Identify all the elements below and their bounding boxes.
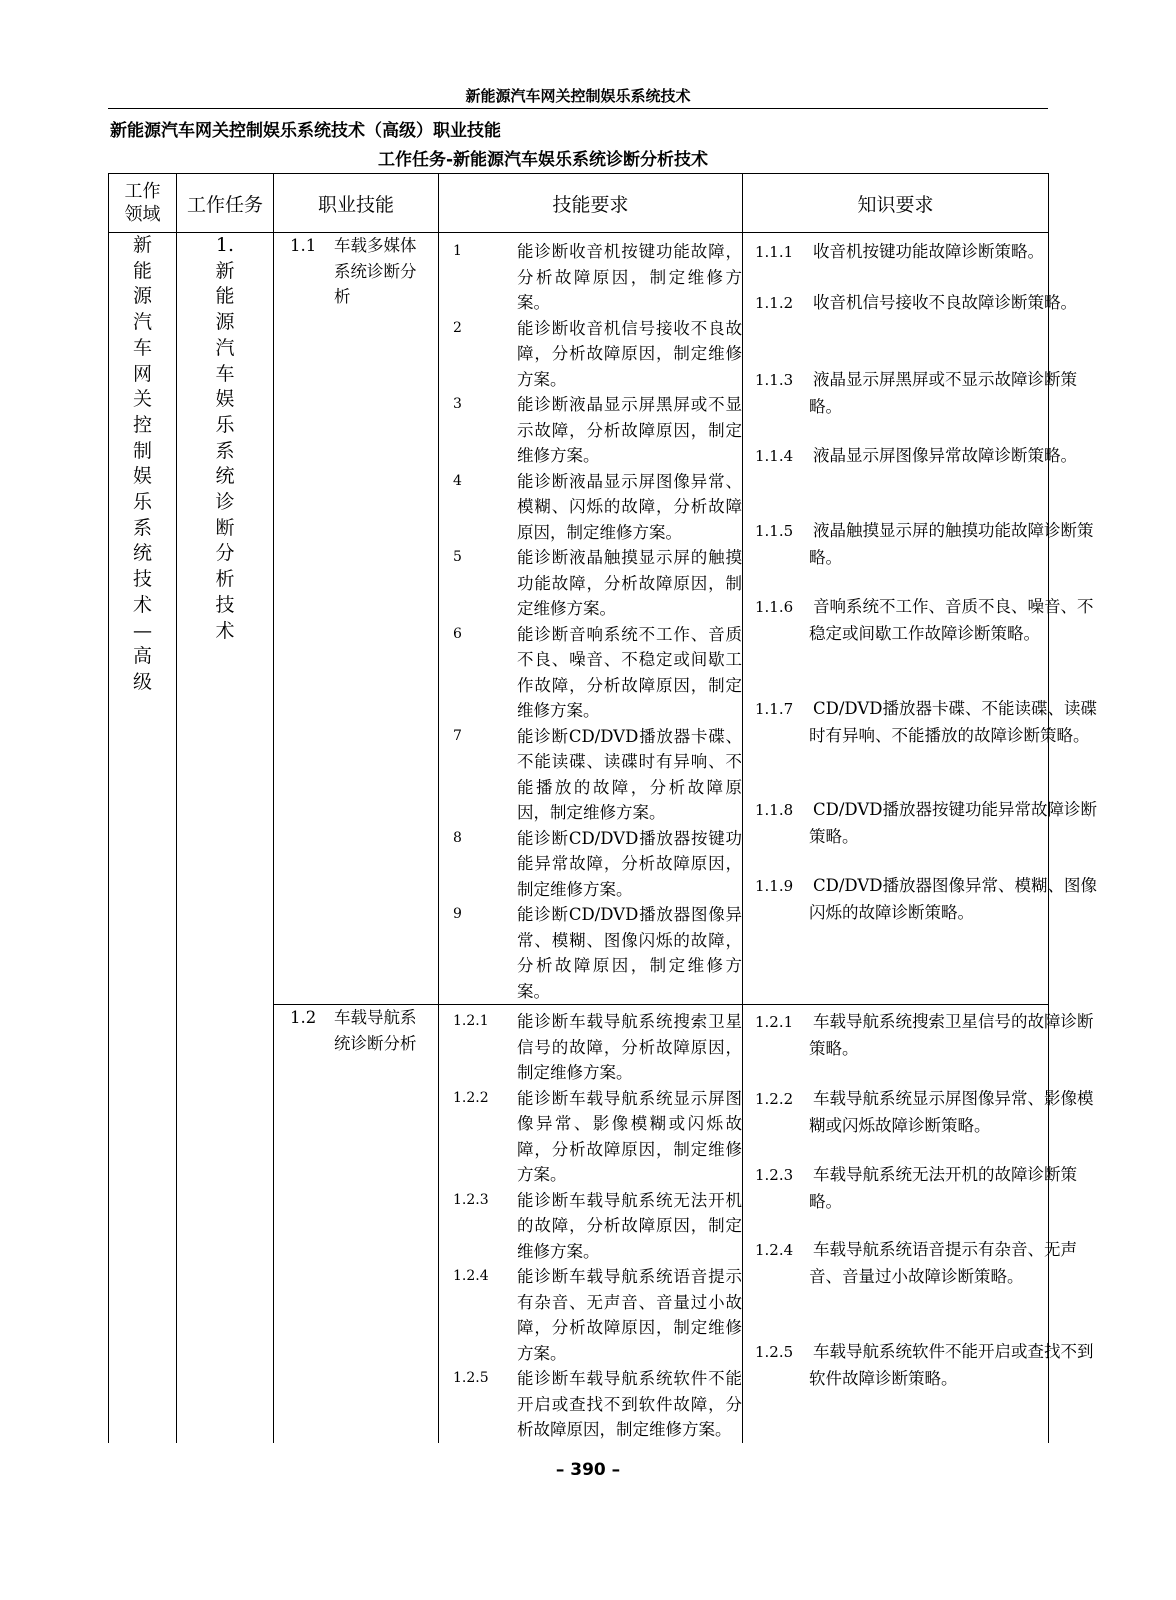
skill-requirement-item: [439, 1086, 742, 1188]
work-domain-cell: [109, 233, 177, 1443]
knowledge-item: [755, 873, 1099, 925]
requirement-number: 1: [453, 243, 462, 259]
skill-requirement-item: [439, 902, 742, 1004]
work-task-cell: [177, 233, 274, 1443]
knowledge-text: CD/DVD播放器卡碟、不能读碟、读碟时有异响、不能播放的故障诊断策略。: [809, 699, 1097, 745]
requirements-cell-1-2: [439, 1005, 743, 1443]
requirement-text: 能诊断液晶显示屏黑屏或不显示故障，分析故障原因，制定维修方案。: [517, 395, 742, 465]
knowledge-item: [755, 518, 1099, 570]
requirement-number: 9: [453, 906, 462, 922]
skill-requirement-item: [439, 1264, 742, 1366]
knowledge-text: 车载导航系统无法开机的故障诊断策略。: [809, 1165, 1077, 1211]
skill-requirement-item: [439, 545, 742, 622]
knowledge-number: 1.1.2: [755, 294, 794, 312]
requirement-text: 能诊断CD/DVD播放器按键功能异常故障，分析故障原因，制定维修方案。: [517, 828, 742, 899]
header-rule: [108, 108, 1048, 109]
skill-cell-1-2: [274, 1005, 439, 1443]
knowledge-item: [755, 1162, 1099, 1214]
knowledge-number: 1.2.4: [755, 1241, 794, 1259]
knowledge-text: 收音机按键功能故障诊断策略。: [813, 242, 1044, 261]
knowledge-number: 1.1.7: [755, 700, 794, 718]
requirements-cell-1-1: [439, 233, 743, 1005]
knowledge-text: 车载导航系统软件不能开启或查找不到软件故障诊断策略。: [809, 1342, 1094, 1388]
knowledge-text: 车载导航系统搜索卫星信号的故障诊断策略。: [809, 1012, 1094, 1058]
knowledge-number: 1.1.3: [755, 371, 794, 389]
knowledge-item: [755, 1339, 1099, 1391]
header-skill-requirement: 技能要求: [439, 174, 743, 233]
table-header-row: [109, 174, 1049, 233]
knowledge-text: CD/DVD播放器按键功能异常故障诊断策略。: [809, 800, 1097, 846]
knowledge-number: 1.1.1: [755, 243, 794, 261]
requirement-number: 1.2.5: [453, 1370, 489, 1386]
knowledge-item: [755, 443, 1099, 470]
header-knowledge-requirement: 知识要求: [743, 174, 1049, 233]
knowledge-number: 1.2.1: [755, 1013, 794, 1031]
knowledge-item: [755, 797, 1099, 849]
knowledge-number: 1.1.9: [755, 877, 794, 895]
knowledge-item: [755, 696, 1099, 748]
requirement-number: 6: [453, 625, 462, 642]
knowledge-text: 液晶显示屏图像异常故障诊断策略。: [813, 446, 1077, 465]
knowledge-number: 1.2.2: [755, 1090, 794, 1108]
skill-requirement-item: [439, 1366, 742, 1443]
requirement-text: 能诊断车载导航系统无法开机的故障，分析故障原因，制定维修方案。: [517, 1190, 742, 1261]
knowledge-item: [755, 1237, 1099, 1289]
skill-cell-1-1: [274, 233, 439, 1005]
skill-number: 1.2: [290, 1008, 317, 1027]
document-subtitle: 工作任务-新能源汽车娱乐系统诊断分析技术: [378, 150, 709, 170]
knowledge-text: 车载导航系统显示屏图像异常、影像模糊或闪烁故障诊断策略。: [809, 1089, 1094, 1135]
knowledge-text: 音响系统不工作、音质不良、噪音、不稳定或间歇工作故障诊断策略。: [809, 597, 1094, 643]
requirement-text: 能诊断收音机信号接收不良故障，分析故障原因，制定维修方案。: [517, 318, 742, 389]
requirement-text: 能诊断液晶显示屏图像异常、模糊、闪烁的故障，分析故障原因，制定维修方案。: [517, 471, 742, 542]
requirement-text: 能诊断收音机按键功能故障，分析故障原因，制定维修方案。: [517, 242, 742, 312]
skills-table: [108, 173, 1097, 1443]
work-domain-text: 新能源汽车网关控制娱乐系统技术—高级: [132, 234, 152, 693]
running-head: 新能源汽车网关控制娱乐系统技术: [465, 87, 691, 105]
knowledge-number: 1.1.4: [755, 447, 794, 465]
requirement-text: 能诊断车载导航系统搜索卫星信号的故障，分析故障原因，制定维修方案。: [517, 1012, 742, 1082]
requirement-text: 能诊断CD/DVD播放器卡碟、不能读碟、读碟时有异响、不能播放的故障，分析故障原因，制定维修方案。: [517, 726, 742, 822]
requirement-number: 1.2.2: [453, 1089, 489, 1106]
skill-number: 1.1: [290, 236, 317, 255]
knowledge-item: [755, 1009, 1099, 1061]
knowledge-item: [755, 1086, 1099, 1138]
requirement-number: 8: [453, 829, 462, 846]
knowledge-number: 1.1.5: [755, 522, 794, 540]
requirement-text: 能诊断车载导航系统显示屏图像异常、影像模糊或闪烁故障，分析故障原因，制定维修方案。: [517, 1088, 742, 1184]
knowledge-item: [755, 594, 1099, 646]
requirement-text: 能诊断液晶触摸显示屏的触摸功能故障，分析故障原因，制定维修方案。: [517, 548, 742, 618]
header-work-domain: 工作领域: [109, 174, 177, 233]
knowledge-cell-1-2: [743, 1005, 1094, 1443]
knowledge-cell-1-1: [743, 233, 1097, 1005]
requirement-number: 1.2.1: [453, 1013, 489, 1029]
requirement-number: 4: [453, 472, 462, 489]
skill-requirement-item: [439, 316, 742, 393]
knowledge-text: 液晶触摸显示屏的触摸功能故障诊断策略。: [809, 521, 1094, 567]
requirement-number: 1.2.3: [453, 1191, 489, 1208]
page-number: – 390 –: [555, 1460, 621, 1480]
skill-requirement-item: [439, 469, 742, 546]
skill-requirement-item: [439, 239, 742, 316]
skill-requirement-item: [439, 392, 742, 469]
requirement-number: 7: [453, 727, 462, 744]
knowledge-text: 液晶显示屏黑屏或不显示故障诊断策略。: [809, 370, 1077, 416]
requirement-text: 能诊断车载导航系统语音提示有杂音、无声音、音量过小故障，分析故障原因，制定维修方案。: [517, 1267, 742, 1363]
skill-requirement-item: [439, 1188, 742, 1265]
requirement-text: 能诊断音响系统不工作、音质不良、噪音、不稳定或间歇工作故障，分析故障原因，制定维修方案。: [517, 624, 742, 720]
requirement-text: 能诊断车载导航系统软件不能开启或查找不到软件故障，分析故障原因，制定维修方案。: [517, 1369, 742, 1439]
requirement-number: 3: [453, 396, 462, 412]
requirement-number: 2: [453, 319, 462, 336]
knowledge-number: 1.2.5: [755, 1343, 794, 1361]
knowledge-text: 收音机信号接收不良故障诊断策略。: [813, 293, 1077, 312]
skill-requirement-item: [439, 724, 742, 826]
knowledge-text: 车载导航系统语音提示有杂音、无声音、音量过小故障诊断策略。: [809, 1240, 1077, 1286]
table-row: [109, 233, 1049, 1005]
skill-requirement-item: [439, 622, 742, 724]
skill-requirement-item: [439, 826, 742, 903]
work-task-text: 1.新能源汽车娱乐系统诊断分析技术: [215, 234, 235, 642]
requirement-number: 1.2.4: [453, 1268, 489, 1284]
knowledge-number: 1.1.6: [755, 598, 794, 616]
knowledge-text: CD/DVD播放器图像异常、模糊、图像闪烁的故障诊断策略。: [809, 876, 1097, 922]
requirement-text: 能诊断CD/DVD播放器图像异常、模糊、图像闪烁的故障，分析故障原因，制定维修方案。: [517, 905, 742, 1001]
knowledge-item: [755, 290, 1099, 317]
knowledge-number: 1.1.8: [755, 801, 794, 819]
knowledge-item: [755, 367, 1099, 419]
skill-name: 车载导航系统诊断分析: [334, 1008, 417, 1053]
document-title: 新能源汽车网关控制娱乐系统技术（高级）职业技能: [110, 121, 501, 141]
knowledge-item: [755, 239, 1099, 266]
skill-requirement-item: [439, 1009, 742, 1086]
header-professional-skill: 职业技能: [274, 174, 439, 233]
skill-name: 车载多媒体系统诊断分析: [334, 236, 417, 306]
header-work-task: 工作任务: [177, 174, 274, 233]
knowledge-number: 1.2.3: [755, 1166, 794, 1184]
requirement-number: 5: [453, 549, 462, 565]
